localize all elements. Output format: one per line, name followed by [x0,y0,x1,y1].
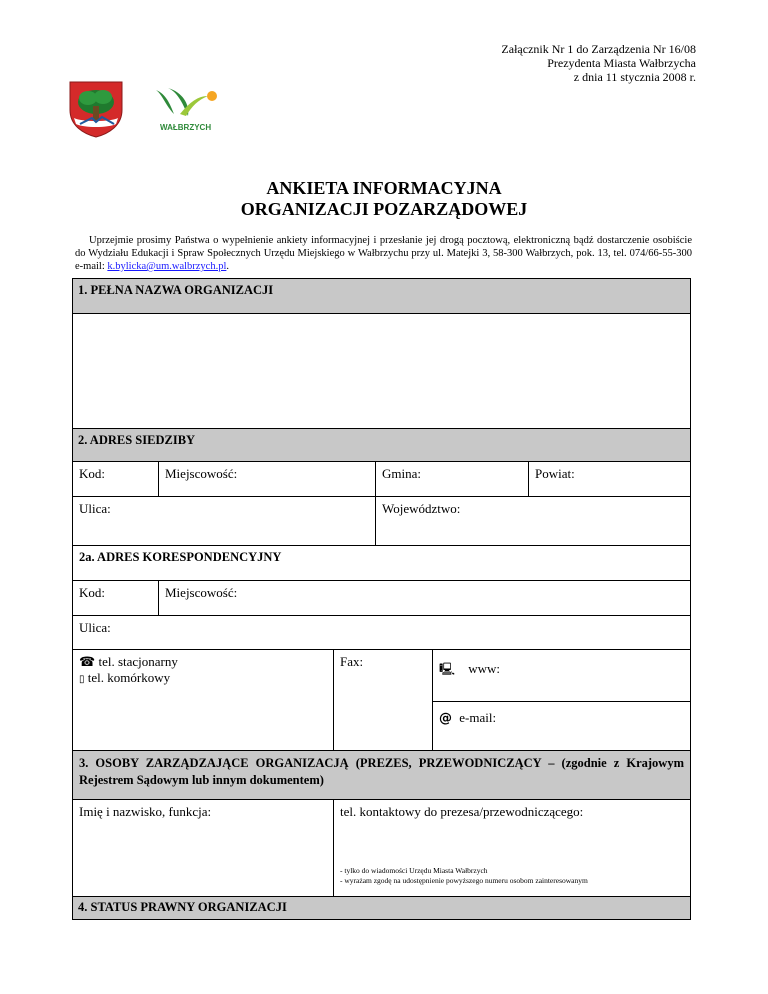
tel-stacjonarny-label: tel. stacjonarny [98,654,178,669]
annex-line-3: z dnia 11 stycznia 2008 r. [573,70,696,84]
walbrzych-logo-text: WAŁBRZYCH [160,123,212,132]
tel-komorkowy-label: tel. komórkowy [87,670,171,685]
section-1-header: 1. PEŁNA NAZWA ORGANIZACJI [73,279,690,314]
fax-label: Fax: [340,654,364,669]
miejscowosc-koresp-label: Miejscowość: [165,585,238,600]
www-field[interactable] [432,649,691,702]
section-4-header: 4. STATUS PRAWNY ORGANIZACJI [72,896,691,920]
ulica-koresp-label: Ulica: [79,620,111,635]
annex-line-2: Prezydenta Miasta Wałbrzycha [547,56,696,70]
privacy-note-1: - tylko do wiadomości Urzędu Miasta Wałbrzych [340,866,488,875]
section-organization-name [72,278,691,429]
ulica-koresp-field[interactable] [72,615,691,650]
intro-text: Uprzejmie prosimy Państwa o wypełnienie ankiety informacyjnej i przesłanie jej drogą pocztową, elektroniczną bądź dostarczenie osobiście do Wydziału Edukacji i Spraw Społecznych Urzędu Miejskiego w Wałbrzychu przy ul. Matejki 3, 58-300 Wałbrzych, pok. 13, tel. 074/66-55-300 e-mail: [75,235,692,272]
contact-email-link[interactable]: k.bylicka@um.walbrzych.pl [107,261,227,272]
telephone-icon: ☎ [79,654,96,669]
privacy-note-2: - wyrażam zgodę na udostępnienie powyższego numeru osobom zainteresowanym [340,876,588,885]
miejscowosc-koresp-field[interactable] [158,580,691,616]
city-crest-icon [68,80,124,138]
president-phone-field[interactable] [333,799,691,897]
walbrzych-logo-icon [150,84,222,120]
form-title-line-2: ORGANIZACJI POZARZĄDOWEJ [240,199,528,219]
wojewodztwo-label: Województwo: [382,501,461,516]
fax-field[interactable] [333,649,433,751]
email-field[interactable] [432,701,691,751]
kod-label: Kod: [79,466,105,481]
powiat-label: Powiat: [535,466,575,481]
name-function-field[interactable] [72,799,334,897]
at-sign-icon: @ [439,711,452,726]
form-title-line-1: ANKIETA INFORMACYJNA [266,178,502,198]
gmina-field[interactable] [375,461,529,497]
miejscowosc-label: Miejscowość: [165,466,238,481]
walbrzych-logo [150,84,222,134]
telephone-field[interactable] [72,649,334,751]
gmina-label: Gmina: [382,466,421,481]
section-2a-header: 2a. ADRES KORESPONDENCYJNY [72,545,691,581]
computer-icon: 🖳 [439,662,456,676]
annex-line-1: Załącznik Nr 1 do Zarządzenia Nr 16/08 [501,42,696,56]
wojewodztwo-field[interactable] [375,496,691,546]
kod-koresp-field[interactable] [72,580,159,616]
section-2-header: 2. ADRES SIEDZIBY [72,428,691,462]
www-label: www: [468,661,501,676]
email-label: e-mail: [459,710,497,725]
powiat-field[interactable] [528,461,691,497]
ulica-field[interactable] [72,496,376,546]
imie-label: Imię i nazwisko, funkcja: [79,804,212,819]
miejscowosc-field[interactable] [158,461,376,497]
tel-prezes-label: tel. kontaktowy do prezesa/przewodniczącego: [340,804,584,819]
intro-paragraph [75,234,692,273]
ulica-label: Ulica: [79,501,111,516]
intro-tail: . [226,261,230,272]
kod-field[interactable] [72,461,159,497]
mobile-phone-icon: ▯ [79,674,85,685]
annex-reference [501,42,696,84]
form-title [0,178,768,220]
section-3-header: 3. OSOBY ZARZĄDZAJĄCE ORGANIZACJĄ (PREZES, PRZEWODNICZĄCY – (zgodnie z Krajowym Rejestrem Sądowym lub innym dokumentem) [72,750,691,800]
privacy-notes [340,866,588,886]
organization-name-input-area[interactable] [73,314,690,428]
kod-koresp-label: Kod: [79,585,105,600]
